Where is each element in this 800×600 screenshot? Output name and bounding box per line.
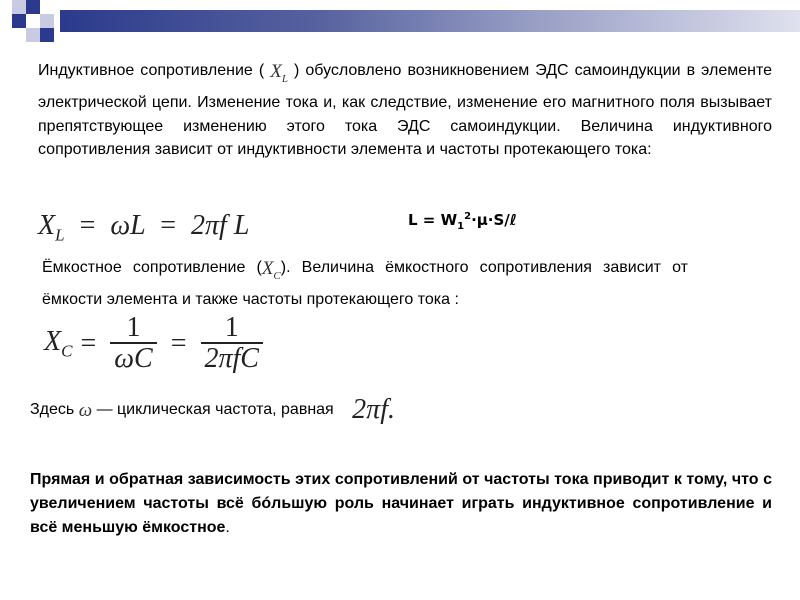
decor-square bbox=[12, 14, 26, 28]
xc-symbol: $X_C$ bbox=[261, 258, 281, 282]
decor-square bbox=[26, 0, 40, 14]
conclusion-paragraph: Прямая и обратная зависимость этих сопротивлений от частоты тока приводит к тому, что с увеличением частоты всё бóльшую роль начинает играть индуктивное сопротивление и всё меньшую ёмкостное. bbox=[30, 471, 772, 536]
decor-square bbox=[26, 28, 40, 42]
xl-symbol: $X_L$ bbox=[270, 61, 288, 85]
capacitive-paragraph bbox=[42, 256, 688, 312]
inductance-formula: $L = W_1^2\cdot\mu\cdot S/\ell$ bbox=[408, 211, 517, 232]
inductive-text-rest: ) обусловлено возникновением ЭДС самоиндукции в элементе электрической цепи. Изменение тока и, как следствие, изменение его магнитного поля вызывает препятствующее изменению этого тока ЭДС самоиндукции. Величина индуктивного сопротивления зависит от индуктивности элемента и частоты протекающего тока: bbox=[38, 62, 772, 159]
inductive-reactance-formula: $X_L = \omega L = 2\pi f$ L bbox=[38, 210, 250, 245]
inductive-paragraph bbox=[38, 59, 772, 162]
inductive-text-start: Индуктивное сопротивление ( bbox=[38, 62, 265, 79]
fraction-2: $\frac{1}{\text{2πfC}}$ bbox=[201, 314, 263, 374]
capacitive-text-rest: ). Величина ёмкостного сопротивления зависит от ёмкости элемента и также частоты протекающего тока : bbox=[42, 259, 689, 308]
omega-symbol: ω bbox=[78, 400, 93, 421]
capacitive-text-start: Ёмкостное сопротивление ( bbox=[42, 259, 262, 276]
header-bar bbox=[60, 10, 800, 32]
decor-square bbox=[40, 14, 54, 28]
capacitive-reactance-formula: $X_C$ = $\frac{1}{\omega C}$ = $\frac{1}{\text{2πfC}}$ bbox=[44, 314, 269, 374]
omega-definition: Здесь ω — циклическая частота, равная 2πf. bbox=[30, 394, 395, 425]
fraction-1: $\frac{1}{\omega C}$ bbox=[110, 314, 156, 374]
decor-square bbox=[12, 0, 26, 14]
omega-value: 2πf. bbox=[352, 394, 395, 425]
decor-square bbox=[40, 28, 54, 42]
